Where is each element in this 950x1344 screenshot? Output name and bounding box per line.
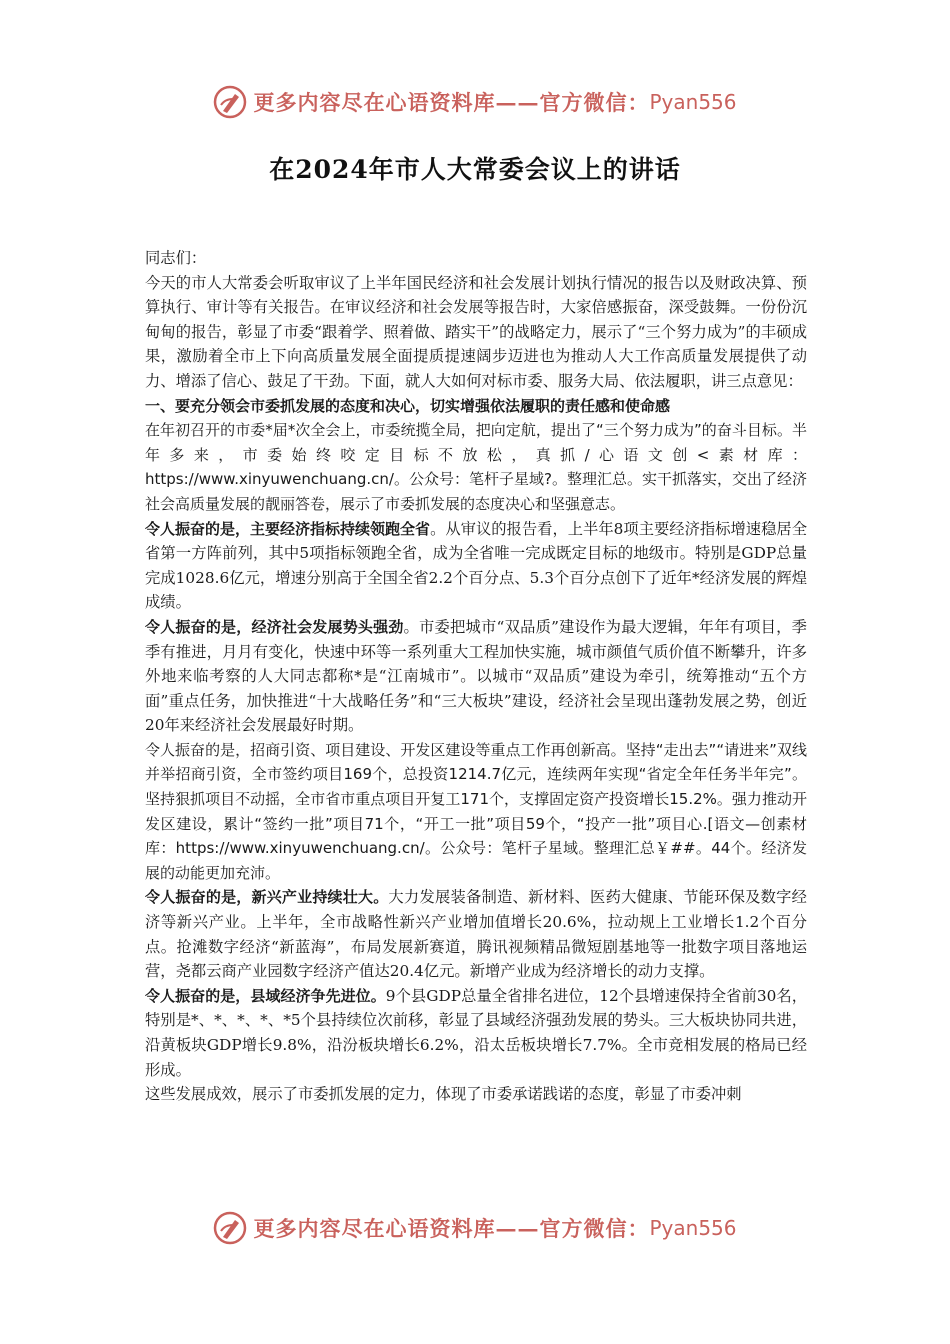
paragraph-3 — [145, 615, 807, 738]
paragraph-2-lead: 令人振奋的是，主要经济指标持续领跑全省 — [145, 519, 431, 538]
paragraph-5-text: 大力发展装备制造、新材料、医药大健康、节能环保及数字经济等新兴产业。上半年，全市战略性新兴产业增加值增长20.6%，拉动规上工业增长1.2个百分点。抢滩数字经济“新蓝海”，布局发展新赛道，腾讯视频精品微短剧基地等一批数字项目落地运营，尧都云商产业园数字经济产值达20.4亿元。新增产业成为经济增长的动力支撑。 — [145, 888, 807, 981]
section-heading-1: 一、要充分领会市委抓发展的态度和决心，切实增强依法履职的责任感和使命感 — [145, 396, 671, 415]
paragraph-6-text: 9个县GDP总量全省排名进位，12个县增速保持全省前30名，特别是*、*、*、*、*5个县持续位次前移，彰显了县域经济强劲发展的势头。三大板块协同共进，沿黄板块GDP增长9.8%，沿汾板块增长6.2%，沿太岳板块增长7.7%。全市竞相发展的格局已经形成。 — [145, 986, 807, 1079]
paragraph-3-text: 。市委把城市“双品质”建设作为最大逻辑，年年有项目，季季有推进，月月有变化，快速中环等一系列重大工程加快实施，城市颜值气质价值不断攀升，许多外地来临考察的人大同志都称*是“江南城市”。以城市“双品质”建设为牵引，统筹推动“五个方面”重点任务，加快推进“十大战略任务”和“三大板块”建设，经济社会呈现出蓬勃发展之势，创近20年来经济社会发展最好时期。 — [145, 617, 807, 735]
paragraph-3-lead: 令人振奋的是，经济社会发展势头强劲 — [145, 617, 404, 636]
pen-nib-logo-icon — [213, 85, 247, 119]
paragraph-5 — [145, 885, 807, 983]
paragraph-6 — [145, 984, 807, 1082]
paragraph-4-text: ，招商引资、项目建设、开发区建设等重点工作再创新高。坚持“走出去”“请进来”双线并举招商引资，全市签约项目169个，总投资1214.7亿元，连续两年实现“省定全年任务半年完”。坚持狠抓项目不动摇，全市省市重点项目开复工171个，支撑固定资产投资增长15.2%。强力推动开发区建设，累计“签约一批”项目71个，“开工一批”项目59个，“投产一批”项目心.[语文—创素材库：https://www.xinyuwenchuang.cn/。公众号：笔杆子星域。整理汇总￥##。44个。经济发展的动能更加充沛。 — [145, 740, 807, 882]
footer-watermark-banner — [0, 1208, 950, 1248]
pen-nib-logo-icon — [213, 1211, 247, 1245]
speech-body — [145, 246, 807, 1107]
paragraph-5-lead: 令人振奋的是，新兴产业持续壮大。 — [145, 888, 389, 907]
paragraph-7: 这些发展成效，展示了市委抓发展的定力，体现了市委承诺践诺的态度，彰显了市委冲刺 — [145, 1085, 742, 1104]
paragraph-2 — [145, 517, 807, 615]
intro-paragraph: 今天的市人大常委会听取审议了上半年国民经济和社会发展计划执行情况的报告以及财政决算、预算执行、审计等有关报告。在审议经济和社会发展等报告时，大家倍感振奋，深受鼓舞。一份份沉甸甸的报告，彰显了市委“跟着学、照着做、踏实干”的战略定力，展示了“三个努力成为”的丰硕成果，激励着全市上下向高质量发展全面提质提速阔步迈进也为推动人大工作高质量发展提供了动力、增添了信心、鼓足了干劲。下面，就人大如何对标市委、服务大局、依法履职，讲三点意见： — [145, 273, 807, 390]
banner-text: 更多内容尽在心语资料库——官方微信： — [253, 1216, 650, 1241]
paragraph-4 — [145, 738, 807, 886]
paragraph-2-text: 。从审议的报告看，上半年8项主要经济指标增速稳居全省第一方阵前列，其中5项指标领跑全省，成为全省唯一完成既定目标的地级市。特别是GDP总量完成1028.6亿元，增速分别高于全国全省2.2个百分点、5.3个百分点创下了近年*经济发展的辉煌成绩。 — [145, 519, 807, 612]
page-title: 在2024年市人大常委会议上的讲话 — [269, 155, 681, 184]
banner-wechat-id: Pyan556 — [649, 1216, 737, 1240]
header-watermark-banner — [0, 82, 950, 122]
paragraph-6-lead: 令人振奋的是，县域经济争先进位。 — [145, 986, 386, 1005]
salutation: 同志们： — [145, 249, 207, 267]
paragraph-1: 在年初召开的市委*届*次全会上，市委统揽全局，把向定航，提出了“三个努力成为”的奋斗目标。半年多来，市委始终咬定目标不放松，真抓/心语文创<素材库：https://www.xinyuwenchuang.cn/。公众号：笔杆子星域?。整理汇总。实干抓落实，交出了经济社会高质量发展的靓丽答卷，展示了市委抓发展的态度决心和坚强意志。 — [145, 421, 807, 513]
paragraph-4-lead: 令人振奋的是 — [145, 740, 236, 759]
banner-text: 更多内容尽在心语资料库——官方微信： — [253, 90, 650, 115]
banner-wechat-id: Pyan556 — [649, 90, 737, 114]
